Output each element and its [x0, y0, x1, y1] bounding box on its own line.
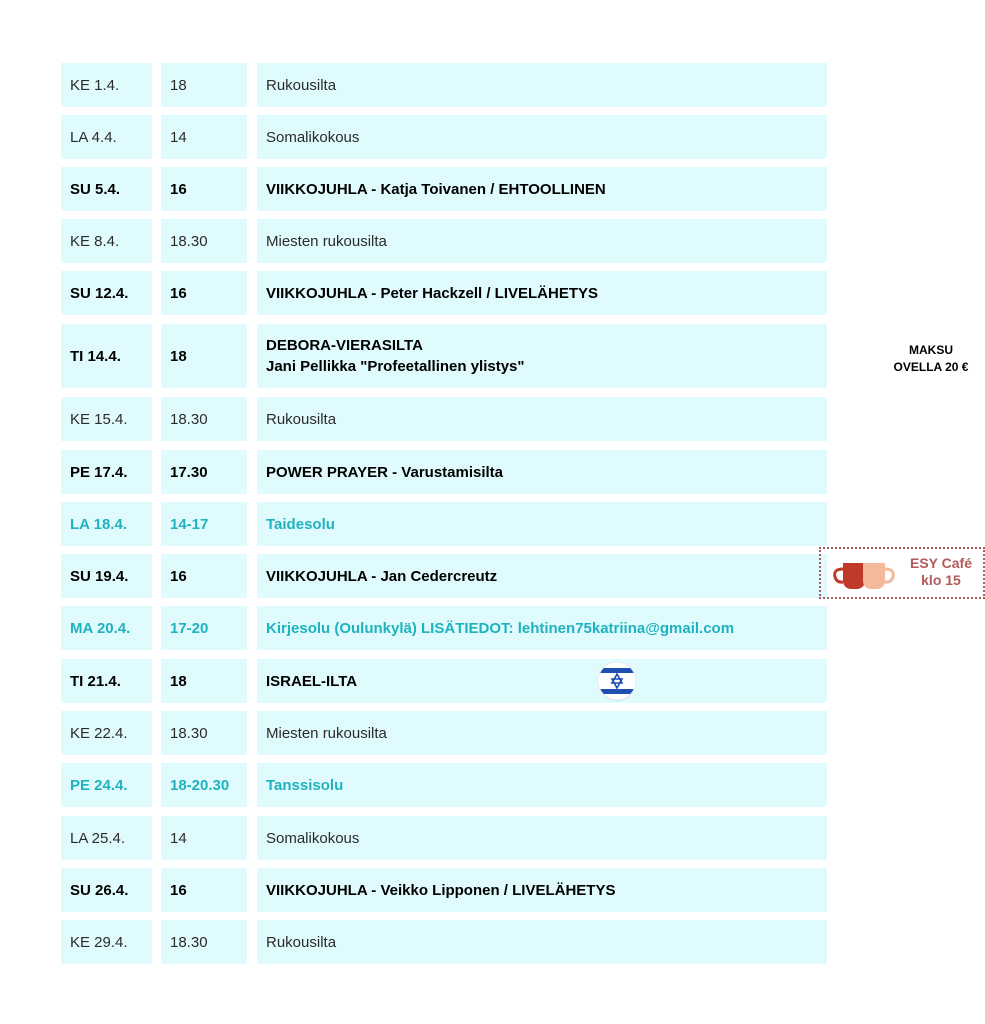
event-cell: Kirjesolu (Oulunkylä) LISÄTIEDOT: lehtinen75katriina@gmail.com	[257, 606, 827, 650]
price-note	[878, 342, 984, 376]
table-row	[61, 167, 827, 211]
event-cell	[257, 324, 969, 388]
date-cell: KE 8.4.	[61, 219, 152, 263]
time-cell: 14-17	[161, 502, 247, 546]
date-cell: PE 24.4.	[61, 763, 152, 807]
price-note-label: MAKSU	[909, 343, 953, 357]
table-row	[61, 502, 827, 546]
date-cell: SU 12.4.	[61, 271, 152, 315]
date-cell: LA 18.4.	[61, 502, 152, 546]
event-text	[266, 335, 525, 377]
cafe-title: ESY Café	[910, 555, 972, 571]
table-row	[61, 868, 827, 912]
table-row	[61, 920, 827, 964]
date-cell: SU 19.4.	[61, 554, 152, 598]
cafe-time: klo 15	[921, 572, 961, 588]
event-cell: Rukousilta	[257, 63, 827, 107]
table-row	[61, 659, 827, 703]
event-title: VIIKKOJUHLA - Jan Cedercreutz	[266, 567, 498, 585]
date-cell: KE 22.4.	[61, 711, 152, 755]
table-row	[61, 450, 827, 494]
event-cell: VIIKKOJUHLA - Katja Toivanen / EHTOOLLINEN	[257, 167, 827, 211]
event-subtitle: Jani Pellikka "Profeetallinen ylistys"	[266, 358, 525, 375]
table-row	[61, 63, 827, 107]
table-row	[61, 763, 827, 807]
time-cell: 14	[161, 115, 247, 159]
event-title: DEBORA-VIERASILTA	[266, 337, 423, 354]
date-cell: KE 29.4.	[61, 920, 152, 964]
event-cell: VIIKKOJUHLA - Peter Hackzell / LIVELÄHETYS	[257, 271, 827, 315]
date-cell: TI 21.4.	[61, 659, 152, 703]
time-cell: 18	[161, 324, 247, 388]
event-cell: Taidesolu	[257, 502, 827, 546]
table-row	[61, 554, 972, 598]
time-cell: 18	[161, 63, 247, 107]
table-row	[61, 816, 827, 860]
event-cell: Rukousilta	[257, 920, 827, 964]
time-cell: 18.30	[161, 219, 247, 263]
date-cell: KE 1.4.	[61, 63, 152, 107]
table-row	[61, 219, 827, 263]
price-note-value: OVELLA 20 €	[893, 360, 969, 374]
date-cell: LA 25.4.	[61, 816, 152, 860]
time-cell: 16	[161, 271, 247, 315]
event-cell: Rukousilta	[257, 397, 827, 441]
israel-flag-icon	[596, 661, 638, 701]
table-row	[61, 324, 969, 388]
event-cell: VIIKKOJUHLA - Veikko Lipponen / LIVELÄHETYS	[257, 868, 827, 912]
event-title: ISRAEL-ILTA	[266, 672, 358, 690]
date-cell: KE 15.4.	[61, 397, 152, 441]
table-row	[61, 397, 827, 441]
date-cell: MA 20.4.	[61, 606, 152, 650]
date-cell: SU 5.4.	[61, 167, 152, 211]
date-cell: LA 4.4.	[61, 115, 152, 159]
time-cell: 16	[161, 868, 247, 912]
time-cell: 17.30	[161, 450, 247, 494]
time-cell: 18.30	[161, 920, 247, 964]
table-row	[61, 606, 827, 650]
time-cell: 18-20.30	[161, 763, 247, 807]
time-cell: 16	[161, 554, 247, 598]
cafe-label	[899, 555, 983, 589]
date-cell: SU 26.4.	[61, 868, 152, 912]
event-cell: Miesten rukousilta	[257, 711, 827, 755]
table-row	[61, 271, 827, 315]
event-cell: Somalikokous	[257, 816, 827, 860]
table-row	[61, 115, 827, 159]
date-cell: TI 14.4.	[61, 324, 152, 388]
time-cell: 14	[161, 816, 247, 860]
event-cell	[257, 554, 972, 598]
event-cell	[257, 659, 827, 703]
time-cell: 17-20	[161, 606, 247, 650]
time-cell: 18	[161, 659, 247, 703]
cafe-badge	[819, 547, 985, 599]
table-row	[61, 711, 827, 755]
time-cell: 18.30	[161, 397, 247, 441]
event-cell: Miesten rukousilta	[257, 219, 827, 263]
time-cell: 18.30	[161, 711, 247, 755]
coffee-cups-icon	[829, 555, 899, 593]
date-cell: PE 17.4.	[61, 450, 152, 494]
time-cell: 16	[161, 167, 247, 211]
event-cell: Tanssisolu	[257, 763, 827, 807]
event-cell: POWER PRAYER - Varustamisilta	[257, 450, 827, 494]
event-cell: Somalikokous	[257, 115, 827, 159]
